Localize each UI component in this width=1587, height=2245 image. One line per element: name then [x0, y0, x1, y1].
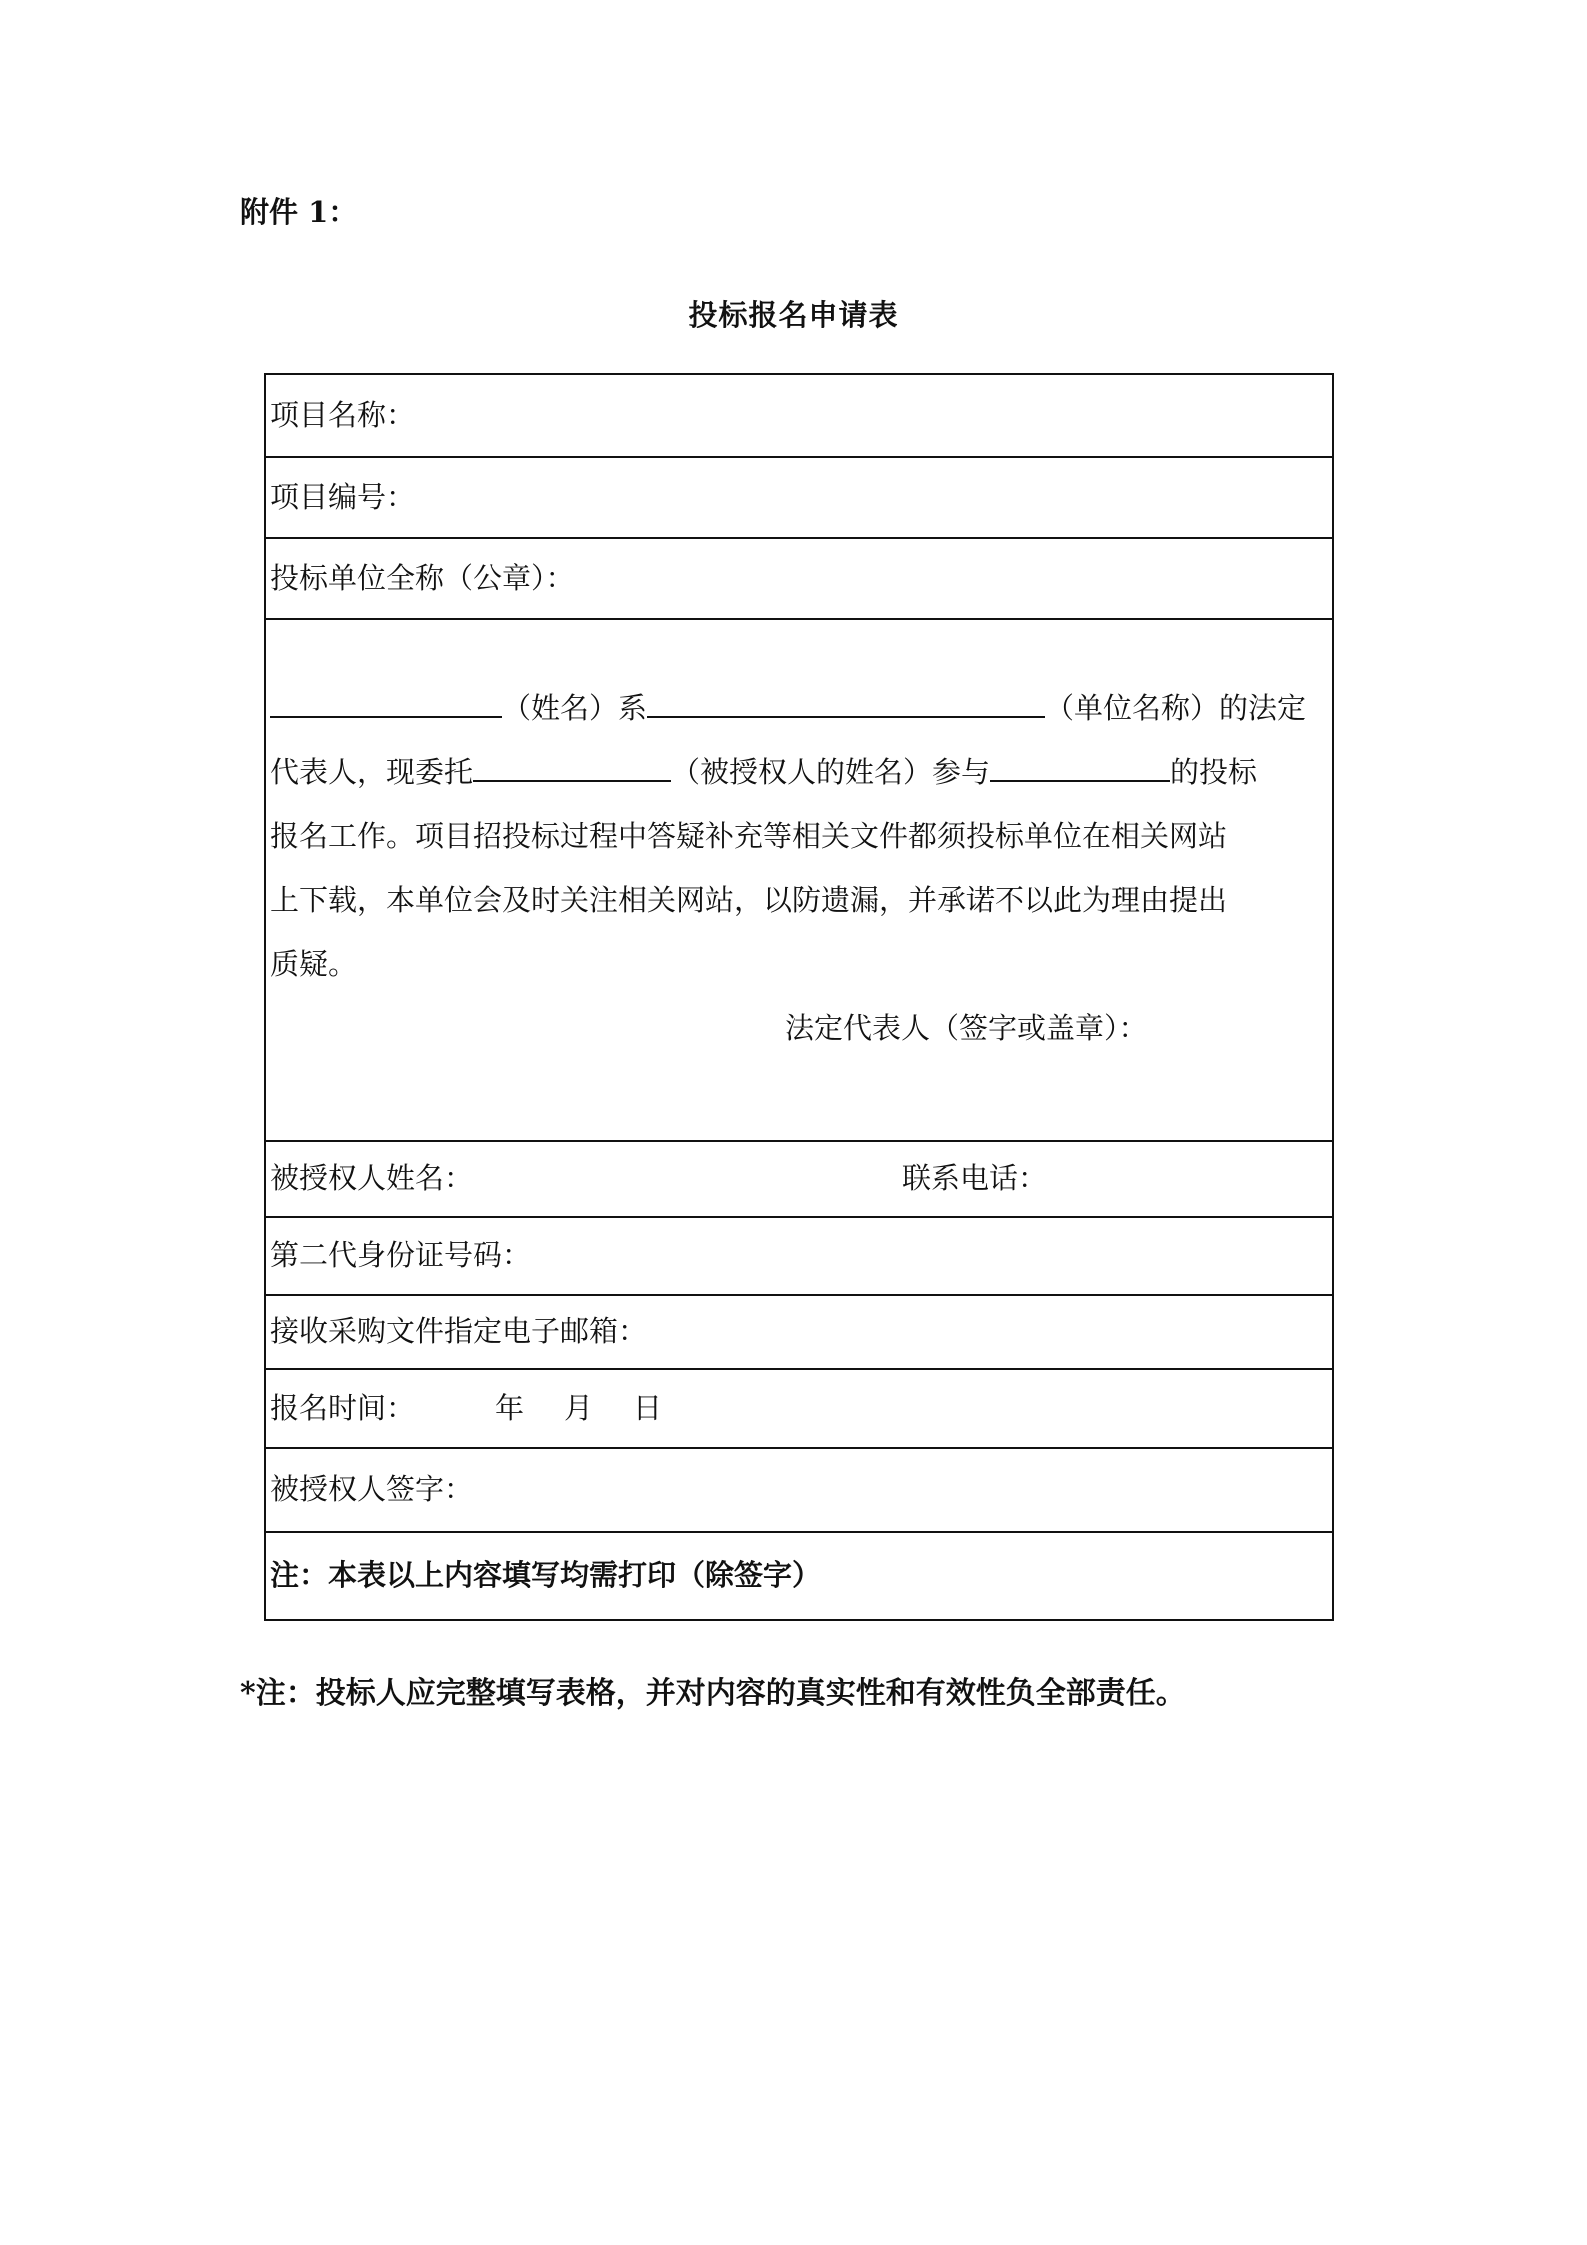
table-row: [265, 619, 1333, 1141]
registration-time-label: 报名时间：: [270, 1390, 416, 1425]
project-name-label: 项目名称：: [270, 397, 416, 432]
authorization-line2-mid: （被授权人的姓名）参与: [671, 755, 991, 789]
table-row: [265, 457, 1333, 538]
day-label: 日: [633, 1390, 663, 1425]
footer-note: *注：投标人应完整填写表格，并对内容的真实性和有效性负全部责任。: [240, 1676, 1186, 1711]
authorized-signature-field[interactable]: [265, 1448, 1333, 1532]
legal-rep-signature-label: 法定代表人（签字或盖章）：: [785, 1011, 1148, 1045]
authorization-cell: [265, 619, 1333, 1141]
authorization-line3: 报名工作。项目招投标过程中答疑补充等相关文件都须投标单位在相关网站: [270, 819, 1228, 853]
table-row: [265, 1141, 1333, 1217]
authorized-signature-label: 被授权人签字：: [270, 1472, 474, 1507]
authorization-line5: 质疑。: [270, 947, 358, 981]
email-field[interactable]: [265, 1295, 1333, 1369]
table-note-text: 注：本表以上内容填写均需打印（除签字）: [270, 1558, 822, 1593]
attachment-label: 附件 1：: [240, 195, 358, 229]
table-row: [265, 1532, 1333, 1620]
registration-form-table: [264, 373, 1334, 1621]
authorization-paragraph: [270, 620, 1328, 1116]
form-title: 投标报名申请表: [688, 298, 899, 332]
legal-rep-name-blank[interactable]: [270, 686, 502, 718]
authorized-person-row[interactable]: [265, 1141, 1333, 1217]
month-label: 月: [564, 1390, 594, 1425]
unit-name-blank[interactable]: [647, 686, 1045, 718]
bidder-name-label: 投标单位全称（公章）：: [270, 560, 575, 595]
bidder-name-field[interactable]: [265, 538, 1333, 619]
table-row: [265, 374, 1333, 457]
table-row: [265, 538, 1333, 619]
contact-phone-label: 联系电话：: [902, 1161, 1048, 1196]
project-number-label: 项目编号：: [270, 479, 416, 514]
id-number-field[interactable]: [265, 1217, 1333, 1295]
table-row: [265, 1217, 1333, 1295]
authorization-line2-start: 代表人，现委托: [270, 755, 474, 789]
registration-time-field[interactable]: [265, 1369, 1333, 1448]
project-blank[interactable]: [990, 750, 1170, 782]
unit-suffix-text: （单位名称）的法定: [1045, 691, 1307, 725]
name-suffix-text: （姓名）系: [502, 691, 648, 725]
table-row: [265, 1448, 1333, 1532]
table-row: [265, 1369, 1333, 1448]
id-number-label: 第二代身份证号码：: [270, 1238, 532, 1273]
table-row: [265, 1295, 1333, 1369]
project-number-field[interactable]: [265, 457, 1333, 538]
authorization-line4: 上下载，本单位会及时关注相关网站，以防遗漏，并承诺不以此为理由提出: [270, 883, 1228, 917]
authorized-name-blank[interactable]: [473, 750, 671, 782]
year-label: 年: [495, 1390, 525, 1425]
table-note: [265, 1532, 1333, 1620]
authorized-person-name-label: 被授权人姓名：: [270, 1161, 474, 1196]
authorization-line2-end: 的投标: [1170, 755, 1258, 789]
project-name-field[interactable]: [265, 374, 1333, 457]
email-label: 接收采购文件指定电子邮箱：: [270, 1314, 648, 1349]
